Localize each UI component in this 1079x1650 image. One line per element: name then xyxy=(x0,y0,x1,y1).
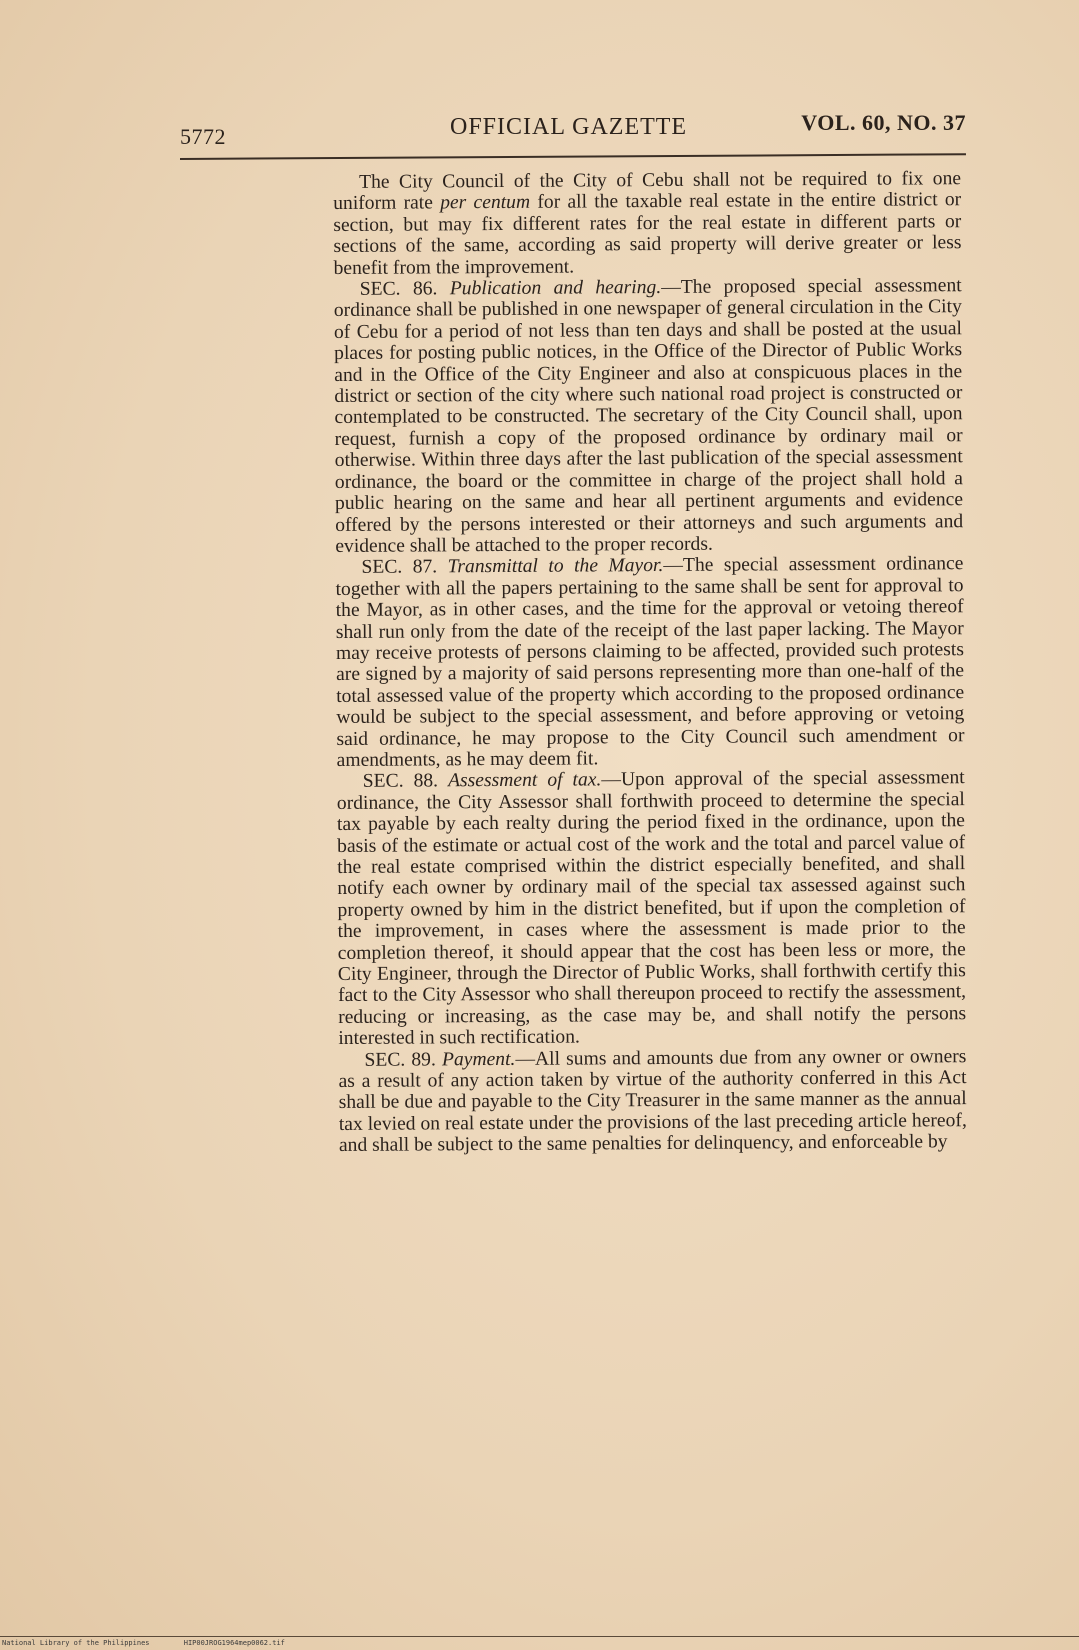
section-86-label: SEC. 86. xyxy=(359,278,438,300)
section-89-label: SEC. 89. xyxy=(364,1049,436,1071)
section-88 xyxy=(337,768,967,1050)
section-88-title: Assessment of tax. xyxy=(447,769,602,792)
section-87-label: SEC. 87. xyxy=(361,556,438,579)
body-text xyxy=(333,168,967,1157)
section-88-label: SEC. 88. xyxy=(362,770,439,793)
section-87-text: —The special assessment ordinance together with all the papers pertaining to the same shall be sent for approval to the Mayor, as in other cases, and the time for the approval or vetoing thereof shall run only from the date of the receipt of the last paper lacking. The Mayor may receive protests of persons claiming to be affected, provided such protests are signed by a majority of said persons representing more than one-half of the total assessed value of the property which according to the proposed ordinance would be subject to the special assessment, and before approving or vetoing said ordinance, he may propose to the City Council such amendment or amendments, as he may deem fit. xyxy=(335,553,965,771)
section-89 xyxy=(338,1046,967,1157)
footer-file: HIP00JROG1964mep0062.tif xyxy=(183,1639,285,1647)
section-89-text: —All sums and amounts due from any owner or owners as a result of any action taken by virtue of the authority conferred in this Act shall be due and payable to the City Treasurer in the same manner as the annual tax levied on real estate under the provisions of the last preceding article hereof, and shall be subject to the same penalties for delinquency, and enforceable by xyxy=(338,1045,967,1157)
section-89-title: Payment. xyxy=(441,1048,516,1071)
page-header xyxy=(180,110,966,150)
paragraph-intro xyxy=(333,168,962,279)
intro-text-a: The City Council of the City of Cebu shall not be required to fix one uniform rate xyxy=(333,168,962,215)
header-rule xyxy=(180,153,966,160)
section-86-text: —The proposed special assessment ordinance shall be published in one newspaper of general circulation in the City of Cebu for a period of not less than ten days and shall be posted at the usual places for posting public notices, in the Office of the Director of Public Works and in the Office of the City Engineer and also at conspicuous places in the district or section of the city where such national road project is constructed or contemplated to be constructed. The secretary of the City Council shall, upon request, furnish a copy of the proposed ordinance by ordinary mail or otherwise. Within three days after the last publication of the special assessment ordinance, the board or the committee in charge of the project shall hold a public hearing on the same and hear all pertinent arguments and evidence offered by the persons interested or their attorneys and such arguments and evidence shall be attached to the proper records. xyxy=(333,275,964,557)
publication-title: OFFICIAL GAZETTE xyxy=(450,114,688,140)
section-87-title: Transmittal to the Mayor. xyxy=(447,555,664,578)
footer-rule xyxy=(0,1636,1079,1637)
volume-number: VOL. 60, NO. 37 xyxy=(801,110,966,135)
intro-text-b: for all the taxable real estate in the entire district or section, but may fix different rates for the real estate in different parts or sections of the same, according as said property will derive greater or less benefit from the improvement. xyxy=(333,189,962,279)
section-86 xyxy=(334,275,964,557)
page-number: 5772 xyxy=(180,124,226,149)
section-87 xyxy=(335,553,964,771)
footer-library: National Library of the Philippines xyxy=(2,1639,150,1647)
section-86-title: Publication and hearing. xyxy=(449,277,662,300)
intro-italic: per centum xyxy=(440,192,531,214)
section-88-text: —Upon approval of the special assessment ordinance, the City Assessor shall forthwith proceed to determine the special tax payable by each realty during the period fixed in the ordinance, upon the basis of the estimate or actual cost of the work and the total and parcel value of the real estate comprised within the district especially benefited, and shall notify each owner by ordinary mail of the special tax assessed against such property owned by him in the district benefited, but if upon the completion of the improvement, in cases where the assessment is made prior to the completion thereof, it should appear that the cost has been less or more, the City Engineer, through the Director of Public Works, shall forthwith certify this fact to the City Assessor who shall thereupon proceed to rectify the assessment, reducing or increasing, as the case may be, and shall notify the persons interested in such rectification. xyxy=(336,767,967,1050)
scan-footer xyxy=(2,1639,315,1647)
